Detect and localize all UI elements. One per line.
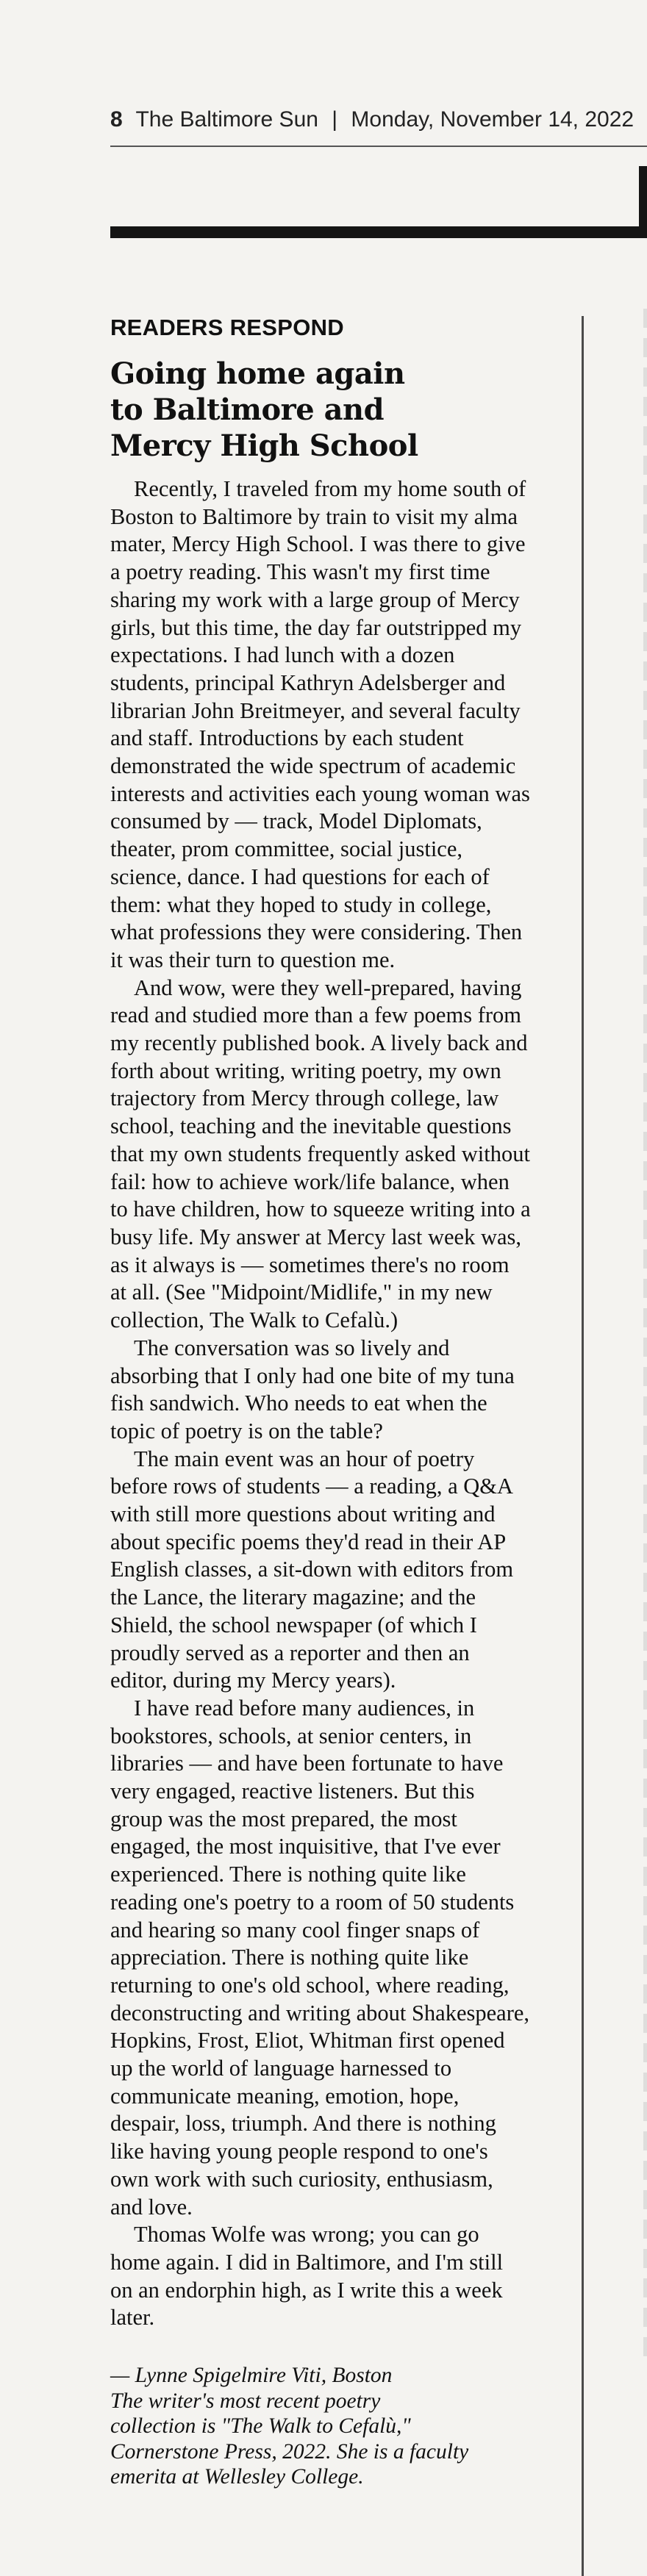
- section-rule: [110, 226, 647, 238]
- headline-line: Mercy High School: [110, 428, 418, 463]
- author-bio-line: Cornerstone Press, 2022. She is a faculty: [110, 2439, 469, 2464]
- page-number: 8: [110, 107, 123, 132]
- body-paragraph: The main event was an hour of poetry before rows of students — a reading, a Q&A with still more questions about writing and about specific poems they'd read in their AP English classes, a sit-down with editors from the Lance, the literary magazine; and the Shield, the school newspaper (of which I proudly served as a reporter and then an editor, during my Mercy years).: [110, 1446, 514, 1693]
- article-body: [110, 476, 531, 2332]
- author-bio-line: emerita at Wellesley College.: [110, 2465, 364, 2489]
- headline: [110, 356, 531, 464]
- folio-separator: |: [332, 107, 338, 132]
- body-paragraph: I have read before many audiences, in bookstores, schools, at senior centers, in libraries — and have been fortunate to have very engaged, reactive listeners. But this group was the most prepared, the most engaged, the most inquisitive, that I've ever experienced. There is nothing quite like reading one's poetry to a room of 50 students and hearing so many cool finger snaps of appreciation. There is nothing quite like returning to one's old school, where reading, deconstructing and writing about Shakespeare, Hopkins, Frost, Eliot, Whitman first opened up the world of language harnessed to communicate meaning, emotion, hope, despair, loss, triumph. And there is nothing like having young people respond to one's own work with such curiosity, enthusiasm, and love.: [110, 1695, 530, 2220]
- body-paragraph: The conversation was so lively and absorbing that I only had one bite of my tuna fish sandwich. Who needs to eat when the topic of poetry is on the table?: [110, 1335, 515, 1443]
- publication-name: The Baltimore Sun: [135, 107, 318, 132]
- column-divider: [582, 316, 584, 2576]
- adjacent-column-bar: [639, 166, 647, 238]
- page-folio: [110, 107, 634, 132]
- author-bio-line: collection is "The Walk to Cefalù,": [110, 2414, 411, 2439]
- letter-article: [110, 315, 531, 2490]
- section-kicker: READERS RESPOND: [110, 315, 344, 340]
- adjacent-column-edge: [643, 309, 647, 2367]
- signature-line: — Lynne Spigelmire Viti, Boston: [110, 2364, 393, 2388]
- headline-line: Going home again: [110, 356, 405, 391]
- author-bio-line: The writer's most recent poetry: [110, 2389, 381, 2413]
- author-signature: [110, 2363, 531, 2490]
- body-paragraph: Thomas Wolfe was wrong; you can go home again. I did in Baltimore, and I'm still on an endorphin high, as I write this a week later.: [110, 2222, 504, 2331]
- body-paragraph: And wow, were they well-prepared, having read and studied more than a few poems from my recently published book. A lively back and forth about writing, writing poetry, my own trajectory from Mercy through college, law school, teaching and the inevitable questions that my own students frequently asked without fail: how to achieve work/life balance, when to have children, how to squeeze writing into a busy life. My answer at Mercy last week was, as it always is — sometimes there's no room at all. (See "Midpoint/Midlife," in my new collection, The Walk to Cefalù.): [110, 975, 531, 1333]
- body-paragraph: Recently, I traveled from my home south of Boston to Baltimore by train to visit my alma mater, Mercy High School. I was there to give a poetry reading. This wasn't my first time sharing my work with a large group of Mercy girls, but this time, the day far outstripped my expectations. I had lunch with a dozen students, principal Kathryn Adelsberger and librarian John Breitmeyer, and several faculty and staff. Introductions by each student demonstrated the wide spectrum of academic interests and activities each young woman was consumed by — track, Model Diplomats, theater, prom committee, social justice, science, dance. I had questions for each of them: what they hoped to study in college, what professions they were considering. Then it was their turn to question me.: [110, 476, 530, 972]
- folio-rule: [110, 146, 647, 147]
- issue-date: Monday, November 14, 2022: [351, 107, 635, 132]
- headline-line: to Baltimore and: [110, 392, 385, 427]
